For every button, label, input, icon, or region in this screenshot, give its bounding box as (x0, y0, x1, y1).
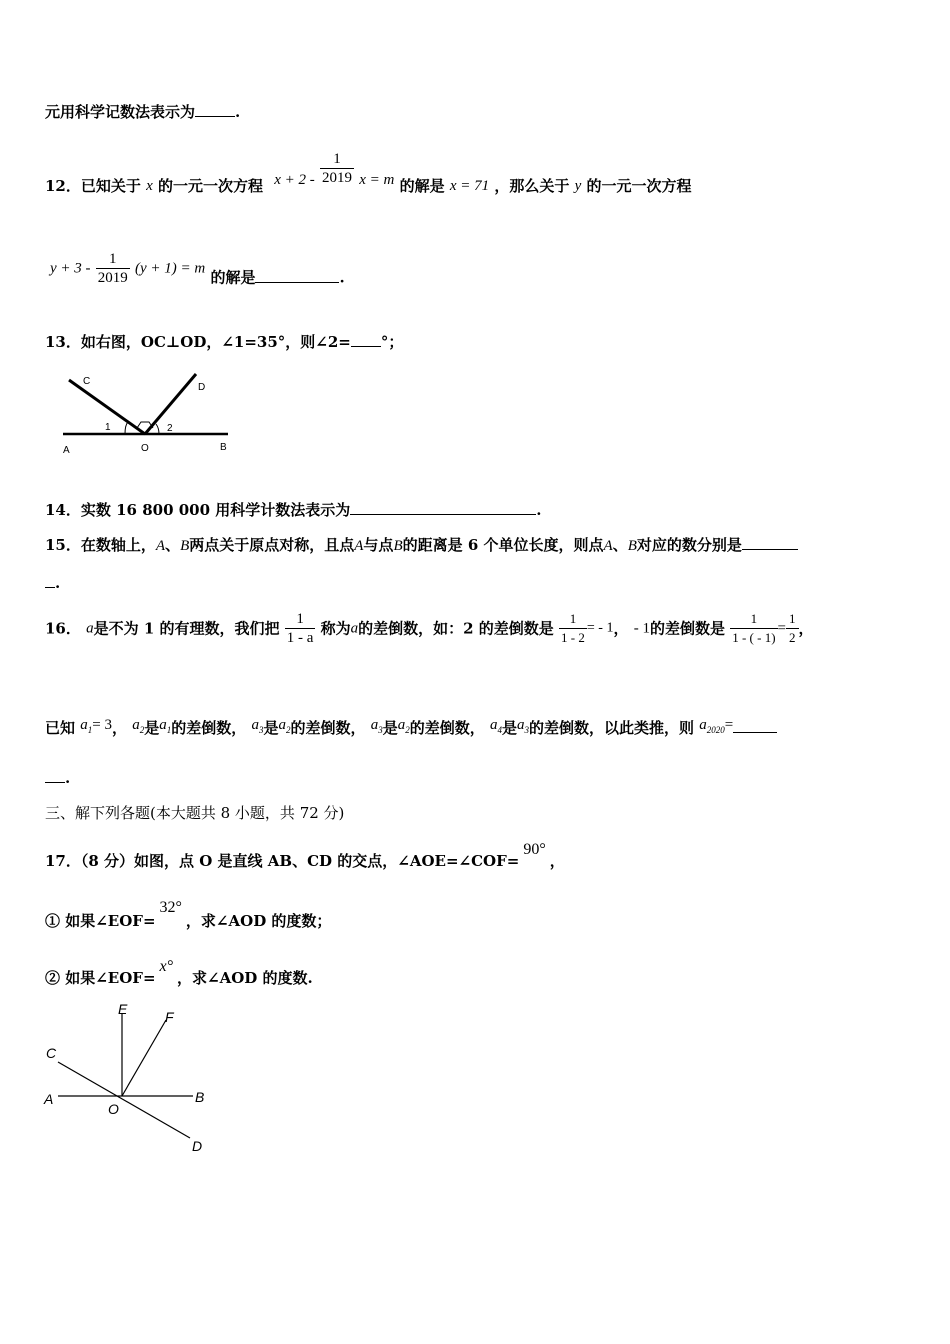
q15-point-a: A (603, 538, 613, 554)
q16-var-a: a (350, 620, 359, 637)
q13-line (45, 332, 403, 352)
q16-a1-eq: = 3 (92, 717, 112, 733)
q12-text-3: ，那么关于 (494, 177, 570, 195)
q16-a4: $a_4$ (490, 717, 502, 735)
q15-point-b: B (627, 538, 637, 554)
q15-point-a: A (354, 538, 364, 554)
q16-ex2-frac (730, 610, 777, 647)
q17-sub2 (45, 957, 313, 988)
q16-a2020: $a_{2020}$ (699, 717, 725, 735)
q16-a2020-eq: = (724, 717, 734, 733)
label-b: B (195, 1089, 205, 1105)
label-a: A (44, 1091, 54, 1107)
label-f: F (165, 1009, 174, 1025)
label-a: A (63, 445, 70, 456)
q17-line: 17．（8 分）如图，点 O 是直线 AB、CD 的交点，∠AOE=∠COF=90°， (45, 841, 565, 870)
frac-den: 2019 (97, 270, 128, 286)
q12-line2: y + 3 - $\frac{1}{2019}$ (y + 1) = m 的解是 . (50, 251, 345, 287)
label-angle2: 2 (167, 423, 173, 434)
q16-neg-one: - 1 (633, 620, 650, 637)
frac-den: 1 - ( - 1) (732, 630, 776, 645)
q16-line3: . (45, 768, 70, 788)
q15-text-1: 15．在数轴上， (45, 536, 156, 554)
q15-text-3: 与点 (363, 536, 394, 554)
q16-half-frac (786, 610, 799, 647)
answer-blank (45, 573, 55, 588)
q16-is: 是 (144, 719, 160, 737)
q16-def-frac (285, 610, 316, 647)
q16-cdr: 的差倒数， (171, 719, 247, 737)
q12-solution: x = 71 (449, 178, 490, 194)
answer-blank (45, 768, 65, 783)
label-angle1: 1 (105, 422, 111, 433)
q16-last: 的差倒数，以此类推，则 (529, 719, 695, 737)
top-line: 元用科学记数法表示为 . (45, 103, 241, 121)
frac-num: 1 (320, 150, 354, 169)
label-c: C (46, 1045, 57, 1061)
q17-sub2-post: ，求∠AOD 的度数. (177, 969, 313, 987)
q12-text-2: 的解是 (399, 177, 445, 195)
q12-eq1-left: x + 2 - (274, 172, 315, 188)
top-line-text: 元用科学记数法表示为 (45, 103, 196, 121)
q16-is: 是 (502, 719, 518, 737)
q12-eq1-right: x = m (359, 172, 395, 188)
answer-blank (742, 535, 798, 550)
q16-text-3: 的差倒数，如：2 的差倒数是 (358, 619, 554, 638)
frac-den: 1 - 2 (561, 630, 585, 645)
label-e: E (118, 1001, 128, 1017)
q12-end-text: 的解是 (210, 268, 256, 287)
q17-sub2-val: x° (159, 958, 174, 975)
q15-sep: 、 (165, 536, 181, 554)
q16-a3: $a_3$ (370, 717, 383, 735)
q17-sub1 (45, 898, 331, 931)
label-d: D (192, 1138, 203, 1154)
frac-num: 1 (285, 610, 316, 629)
q12-line1 (45, 150, 692, 196)
q16-line2: 已知 $a_1= 3$， $a_2$是$a_1$的差倒数， $a_3$是$a_2$的差倒数， $a_3$是$a_2$的差倒数， $a_4$是$a_3$的差倒数，以此类推，则 $a_{2020}=$ (45, 715, 777, 740)
q16-ex1-frac (559, 610, 587, 647)
q16-cdr: 的差倒数， (290, 719, 366, 737)
q12-var-y: y (574, 178, 582, 194)
q16-a3: $a_3$ (251, 717, 264, 735)
frac-num: 1 (96, 250, 130, 269)
q12-eq2-left: y + 3 - (50, 260, 91, 277)
q16-ex2-eq: = (777, 620, 786, 637)
line-cd (58, 1062, 190, 1138)
frac-num: 1 (559, 610, 587, 629)
q15-text-5: 对应的数分别是 (636, 536, 742, 554)
q15-point-b: B (180, 538, 190, 554)
q17-sub1-pre: ① 如果∠EOF= (45, 912, 156, 930)
q12-var-x: x (146, 178, 153, 194)
answer-blank (255, 268, 339, 283)
angle1-arc (125, 422, 128, 434)
frac-den: 2019 (322, 170, 353, 186)
q17-deg90: 90° (523, 841, 546, 858)
q14-line: 14．实数 16 800 000 用科学计数法表示为 . (45, 501, 542, 519)
label-b: B (220, 442, 227, 453)
frac-den: 1 - a (286, 630, 314, 646)
q17-figure (40, 1000, 220, 1160)
q15-line (45, 535, 798, 556)
label-o: O (108, 1101, 119, 1117)
section-heading: 三、解下列各题(本大题共 8 小题，共 72 分) (45, 804, 345, 822)
q16-ex1-value: = - 1 (586, 620, 614, 636)
q16-number: 16． (45, 619, 81, 638)
q16-is: 是 (382, 719, 398, 737)
q16-a2: $a_2$ (397, 717, 410, 735)
q16-a1: $a_1$ (159, 717, 172, 735)
q12-text-1: 的一元一次方程 (158, 177, 264, 195)
q17-text: 17．（8 分）如图，点 O 是直线 AB、CD 的交点，∠AOE=∠COF= (45, 852, 520, 870)
q17-sub1-post: ，求∠AOD 的度数； (185, 912, 332, 930)
ray-of (122, 1020, 166, 1096)
q13-text: 13．如右图，OC⊥OD，∠1=35°，则∠2= (45, 333, 351, 351)
answer-blank (351, 332, 381, 347)
frac-den: 2 (789, 630, 796, 645)
q16-line1: 16． a是不为 1 的有理数，我们把 $\frac{1}{1 - a}$ 称为a的差倒数，如：2 的差倒数是 $\frac{1}{1 - 2}$ = - 1， - 1的差倒数是 $\frac{1}{1 - ( - 1)}$ = $\frac{1}{2}$ ， (45, 611, 814, 646)
q16-text-2: 称为 (320, 619, 351, 638)
q16-known: 已知 (45, 719, 76, 737)
q15-text-2: 两点关于原点对称，且点 (189, 536, 355, 554)
q16-var-a: a (86, 620, 94, 637)
q17-sub2-pre: ② 如果∠EOF= (45, 969, 156, 987)
q16-text-4: 的差倒数是 (649, 619, 725, 638)
q13-end: °； (380, 333, 404, 351)
q14-text: 14．实数 16 800 000 用科学计数法表示为 (45, 501, 351, 519)
q15-point-a: A (155, 538, 166, 554)
q12-eq2-right: (y + 1) = m (135, 260, 206, 277)
q15-text-4: 的距离是 6 个单位长度，则点 (402, 536, 604, 554)
q16-a3: $a_3$ (517, 717, 530, 735)
q16-cdr: 的差倒数， (409, 719, 485, 737)
answer-blank (350, 500, 536, 515)
q17-sub1-val: 32° (159, 899, 182, 916)
label-o: O (141, 443, 149, 454)
angle2-arc (156, 424, 159, 434)
q16-a2: $a_2$ (132, 717, 145, 735)
frac-num: 1 (730, 610, 777, 629)
q13-figure (55, 370, 245, 460)
q12-number: 12．已知关于 (45, 177, 141, 195)
q16-text-1: 是不为 1 的有理数，我们把 (93, 619, 280, 638)
answer-blank (195, 102, 235, 117)
q16-is: 是 (263, 719, 279, 737)
q16-a1: $a_1$ (80, 717, 93, 735)
q12-text-4: 的一元一次方程 (586, 177, 692, 195)
label-c: C (83, 376, 91, 387)
q15-sep: 、 (612, 536, 628, 554)
frac-num: 1 (786, 610, 799, 629)
answer-blank (733, 718, 777, 733)
q12-eq2-frac (96, 250, 130, 287)
q16-a2: $a_2$ (278, 717, 291, 735)
q15-point-b: B (393, 538, 403, 554)
label-d: D (198, 382, 206, 393)
q12-eq1-frac (320, 150, 354, 187)
q15-line2: . (45, 573, 60, 593)
